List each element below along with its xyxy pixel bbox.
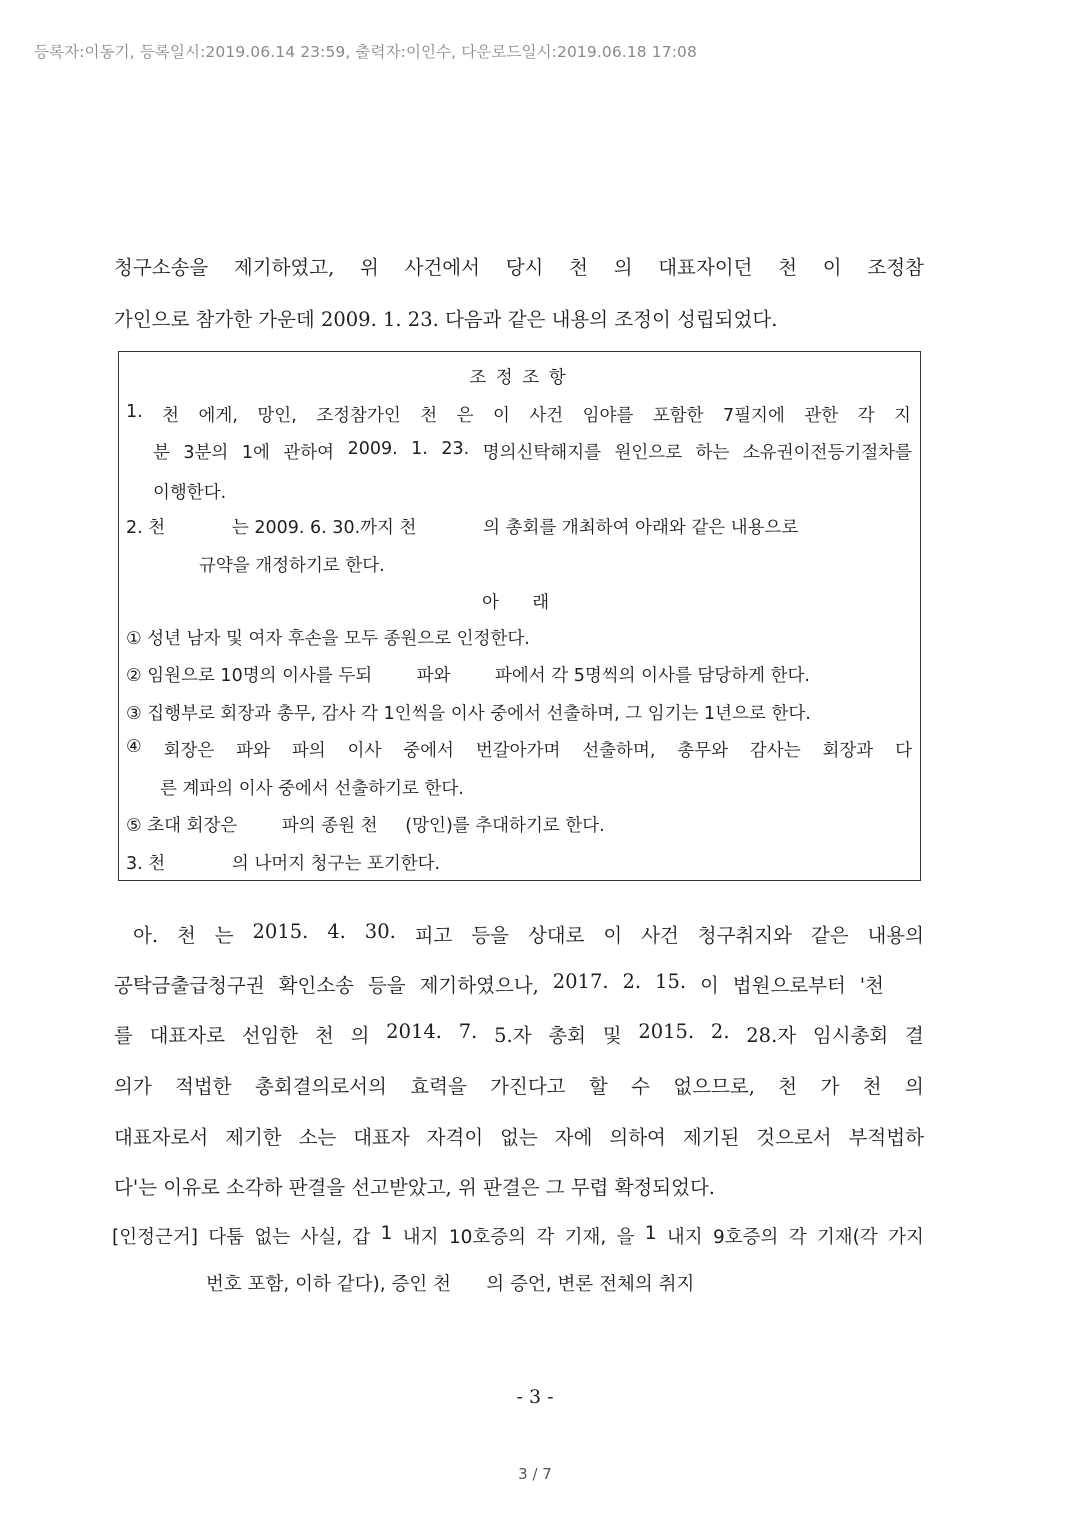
mediation-below-label: 아 래 [482,593,550,613]
word: 회장은 [163,741,215,761]
word: 대표자이던 [658,256,753,279]
registration-header: 등록자:이동기, 등록일시:2019.06.14 23:59, 출력자:이인수, 다운로드일시:2019.06.18 17:08 [34,43,697,61]
word: 대표자로서 [114,1126,209,1149]
word: 포함한 [652,406,704,426]
word: 2. [710,1020,730,1043]
word: 이 [822,256,842,279]
word: 조정참가인 [316,406,401,426]
mediation-item-1-line-2 [153,439,912,464]
word: 선출하며, [582,741,656,761]
word: 1 [644,1223,657,1244]
word: 수 [631,1075,650,1098]
para-a-line-4 [114,1071,924,1099]
para-a-line-1 [133,920,924,948]
word: 명의신탁해지를 [482,443,602,463]
word: 1에 [241,443,270,463]
word: 천 [176,924,196,947]
word: 기재, [564,1227,607,1248]
word: 15. [655,970,687,993]
word: 30. [364,920,396,943]
mediation-terms-box [118,351,921,881]
mediation-title: 조 정 조 항 [469,368,568,388]
word: 당시 [505,256,544,279]
word: 기재(각 [816,1227,878,1248]
word: 사건 [529,406,564,426]
para-a-line-5 [114,1122,924,1150]
word: 천 [314,1024,334,1047]
mediation-sub-5: ⑤ 초대 회장은 파의 종원 천 (망인)를 추대하기로 한다. [126,816,605,836]
word: 사건에서 [404,256,480,279]
word: 파와 [236,741,270,761]
mediation-sub-1: ① 성년 남자 및 여자 후손을 모두 종원으로 인정한다. [126,629,530,649]
word: 등을 [471,924,510,947]
word: 아. [133,924,159,947]
word: 다툼 [208,1227,245,1248]
word: 확인소송 [278,974,354,997]
word: 천 [778,1075,798,1098]
word: 제기하였으나, [419,974,539,997]
word: 2015. [638,1020,695,1043]
word: 임시총회 [812,1024,889,1047]
word: 의하여 [609,1126,666,1149]
word: 결 [904,1024,924,1047]
word: 사건 [641,924,679,947]
word: 관하여 [283,443,335,463]
word: 의 [905,1075,924,1098]
word: 이 [492,406,510,426]
mediation-sub-2: ② 임원으로 10명의 이사를 두되 파와 파에서 각 5명씩의 이사를 담당하게 한다. [126,666,810,686]
word: 적법한 [175,1075,232,1098]
word: 관한 [804,406,839,426]
page-count: 3 / 7 [518,1465,552,1483]
word: 을 [616,1227,635,1248]
word: 하는 [695,443,730,463]
word: 각 [536,1227,555,1248]
word: 대표자로 [149,1024,225,1047]
word: 다 [895,741,912,761]
word: 이 [603,924,623,947]
word: 는 [214,924,234,947]
word: 법원으로부터 [732,974,846,997]
word: 피고 [414,924,453,947]
page-number: - 3 - [516,1386,554,1408]
word: 자격이 [426,1126,484,1149]
word: 천 [420,406,438,426]
word: 등을 [367,974,406,997]
word: 2017. [552,970,609,993]
word: 원인으로 [614,443,683,463]
word: 지 [894,406,911,426]
word: 위 [360,256,379,279]
word: 회장과 [822,741,874,761]
word: 및 [602,1024,622,1047]
word: 제기하였고, [233,256,335,279]
word: 28.자 [746,1024,797,1047]
word: 천 [569,256,588,279]
word: '천 [859,974,884,997]
word: 2. [622,970,642,993]
word: 선임한 [241,1024,299,1047]
word: 4. [327,920,346,943]
word: 사실, [300,1227,343,1248]
mediation-item-1-line-1 [126,402,911,427]
word: 상대로 [527,924,585,947]
word: 망인, [257,406,297,426]
word: 7. [458,1020,478,1043]
word: 의 [613,256,633,279]
word: 5.자 [494,1024,532,1047]
word: 제기된 [682,1126,740,1149]
word: 9호증의 [712,1227,779,1248]
mediation-sub-3: ③ 집행부로 회장과 총무, 감사 각 1인씩을 이사 중에서 선출하며, 그 임기는 1년으로 한다. [126,704,811,724]
word: 없는 [254,1227,291,1248]
mediation-sub-4-line-1 [126,737,912,762]
word: 갑 [352,1227,371,1248]
word: 의 [350,1024,370,1047]
word: 1. [411,439,428,459]
word: 총회결의로서의 [254,1075,387,1098]
word: 감사는 [749,741,801,761]
word: 소는 [298,1126,337,1149]
word: 천 [862,1075,882,1098]
word: 이사 [347,741,382,761]
para-a-line-6: 다'는 이유로 소각하 판결을 선고받았고, 위 판결은 그 무렵 확정되었다. [114,1176,715,1199]
word: 7필지에 [723,406,785,426]
word: 1. [126,402,143,422]
word: 내지 [402,1227,439,1248]
word: 같은 [810,924,849,947]
word: [인정근거] [112,1227,198,1248]
word: 2009. [347,439,398,459]
body-line-1 [114,252,924,280]
word: 번갈아가며 [475,741,561,761]
word: 공탁금출급청구권 [114,974,265,997]
word: 조정참 [867,256,924,279]
word: 23. [441,439,470,459]
word: 1 [380,1223,393,1244]
word: 각 [857,406,875,426]
word: 를 [114,1024,133,1047]
word: 의가 [114,1075,152,1098]
basis-line-2: 번호 포함, 이하 같다), 증인 천 의 증언, 변론 전체의 취지 [206,1274,695,1295]
word: 천 [778,256,798,279]
word: 가지 [888,1227,924,1248]
word: 소유권이전등기절차를 [742,443,912,463]
word: 중에서 [403,741,454,761]
para-a-line-2 [114,970,884,998]
word: 천 [162,406,180,426]
word: 없는 [500,1126,538,1149]
body-line-2: 가인으로 참가한 가운데 2009. 1. 23. 다음과 같은 내용의 조정이 성립되었다. [114,308,778,331]
word: 파의 [291,741,326,761]
para-a-line-3 [114,1020,924,1048]
word: 2014. [386,1020,442,1043]
word: ④ [126,737,142,757]
word: 할 [588,1075,608,1098]
word: 가진다고 [490,1075,566,1098]
mediation-item-2-line-1: 2. 천 는 2009. 6. 30.까지 천 의 총회를 개최하여 아래와 같은 내용으로 [126,518,799,538]
word: 대표자 [353,1126,410,1149]
word: 총무와 [677,741,729,761]
mediation-sub-4-line-2: 른 계파의 이사 중에서 선출하기로 한다. [160,779,464,799]
word: 가 [820,1075,840,1098]
mediation-item-1-line-3: 이행한다. [153,483,227,503]
word: 은 [456,406,474,426]
word: 각 [788,1227,807,1248]
word: 청구소송을 [114,256,209,279]
word: 부적법하 [848,1126,924,1149]
word: 3분의 [183,443,229,463]
word: 분 [153,443,170,463]
word: 임야를 [582,406,634,426]
word: 2015. [252,920,309,943]
word: 내지 [666,1227,703,1248]
word: 이 [700,974,719,997]
word: 에게, [198,406,238,426]
word: 제기한 [225,1126,282,1149]
word: 청구취지와 [697,924,792,947]
word: 것으로서 [756,1126,832,1149]
mediation-item-2-line-2: 규약을 개정하기로 한다. [199,556,385,576]
mediation-item-3: 3. 천 의 나머지 청구는 포기한다. [126,854,441,874]
word: 총회 [548,1024,586,1047]
word: 자에 [554,1126,593,1149]
word: 10호증의 [448,1227,527,1248]
word: 없으므로, [673,1075,755,1098]
word: 효력을 [410,1075,467,1098]
basis-line-1 [112,1223,924,1249]
word: 내용의 [867,924,924,947]
